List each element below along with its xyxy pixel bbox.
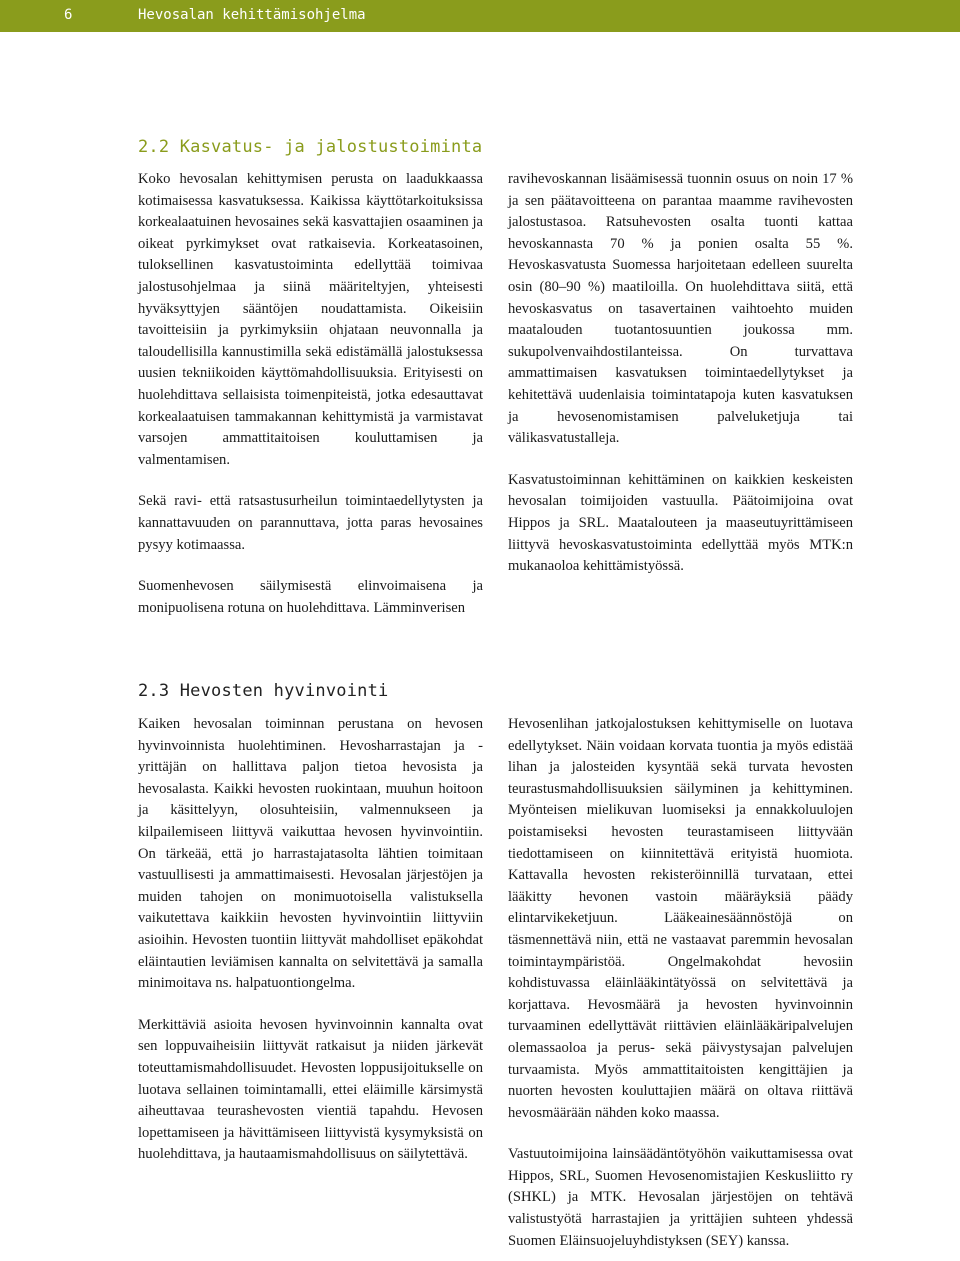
paragraph: Koko hevosalan kehittymisen perusta on laadukkaassa kotimaisessa kasvatuksessa. Kaikissa käyttötarkoituksissa korkealaatuinen hevosaines sekä kasvattajien osaaminen ja oikeat pyrkimykset ovat ratkaisevia. Korkeatasoinen, tuloksellinen kasvatustoiminta edellyttää toimivaa jalostusohjelmaa ja siinä määriteltyjen, yhteisesti hyväksyttyjen sääntöjen noudattamista. Oikeisiin tavoitteisiin ja pyrkimyksiin ohjataan neuvonnalla ja taloudellisilla kannustimilla sekä edistämällä jalostuksessa uusien tekniikoiden käyttömahdollisuuksia. Erityisesti on huolehdittava sellaisista toimenpiteistä, jotka edesauttavat korkealaatuisen tammakannan kehittymistä ja varmistavat varsojen ammattitaitoisen kouluttamisen ja valmentamisen. [138, 171, 483, 468]
section-heading-2-2: 2.2 Kasvatus- ja jalostustoiminta [138, 137, 483, 157]
paragraph: Kasvatustoiminnan kehittäminen on kaikkien keskeisten hevosalan toimijoiden vastuulla. Päätoimijoina ovat Hippos ja SRL. Maatalouteen ja maaseutuyrittämiseen liittyvä hevoskasvatustoiminta edellyttää myös MTK:n mukanaoloa kehittämistyössä. [508, 471, 853, 575]
paragraph: Hevosenlihan jatkojalostuksen kehittymiselle on luotava edellytykset. Näin voidaan korvata tuontia ja myös edistää lihan ja jalosteiden kysyntää sekä turvata hevosten teurastusmahdollisuuksien säilyminen ja kehittyminen. Myönteisen mielikuvan luomiseksi ja ennakkoluulojen poistamiseksi hevosten teurastamiseen liittyvään tiedottamiseen on kiinnitettävä erityistä huomiota. Kattavalla hevosten rekisteröinnillä turvataan, ettei lääkitty hevonen vastoin määräyksiä päädy elintarvikeketjuun. Lääkeainesäännöstöjä on täsmennettävä niin, että ne vastaavat paremmin hevosalan toimintaympäristöä. Ongelmakohdat hevosiin kohdistuvassa eläinlääkintätyössä on selvitettävä ja korjattava. Hevosmäärä ja hevosten hyvinvoinnin turvaaminen edellyttävät riittävien eläinlääkäripalvelujen olemassaoloa ja perus- sekä päivystysajan palvelujen turvaamista. Myös ammattitaitoisten kengittäjien ja nuorten hevosten kouluttajien määrä on oltava riittävä hevosmäärään nähden koko maassa. [508, 716, 853, 1121]
section-2-2-right-column [508, 169, 853, 578]
paragraph: Suomenhevosen säilymisestä elinvoimaisena ja monipuolisena rotuna on huolehdittava. Lämminverisen [138, 578, 483, 616]
page-number: 6 [64, 7, 73, 23]
section-2-3-left-column [138, 714, 483, 1166]
paragraph: Kaiken hevosalan toiminnan perustana on hevosen hyvinvoinnista huolehtiminen. Hevosharrastajan ja -yrittäjän on hallittava paljon tietoa hevosista ja hevosalasta. Kaikki hevosten ruokintaan, muuhun hoitoon ja käsittelyyn, olosuhteisiin, valmennukseen ja kilpailemiseen liittyvä vaikuttaa hevosen hyvinvointiin. On tärkeää, että jo harrastajatasolta lähtien toimitaan vastuullisesti ja ammattimaisesti. Hevosalan järjestöjen ja muiden tahojen on monimuotoisella valistuksella vaikutettava kaikkiin hevosten hyvinvointiin liittyviin asioihin. Hevosten tuontiin liittyvät mahdolliset epäkohdat eläintautien leviämisen kannalta on selvitettävä ja samalla minimoitava ns. halpatuontiongelma. [138, 716, 483, 992]
running-header [0, 0, 960, 32]
paragraph: Sekä ravi- että ratsastusurheilun toimintaedellytysten ja kannattavuuden on parannuttava, jotta paras hevosaines pysyy kotimaassa. [138, 493, 483, 553]
paragraph: Vastuutoimijoina lainsäädäntötyöhön vaikuttamisessa ovat Hippos, SRL, Suomen Hevosenomistajien Keskusliitto ry (SHKL) ja MTK. Hevosalan järjestöjen on tehtävä valistustyötä harrastajien ja yrittäjien suhteen yhdessä Suomen Eläinsuojeluyhdistyksen (SEY) kanssa. [508, 1146, 853, 1249]
running-title: Hevosalan kehittämisohjelma [138, 7, 366, 23]
paragraph: Merkittäviä asioita hevosen hyvinvoinnin kannalta ovat sen loppuvaiheisiin liittyvät ratkaisut ja niiden järkevät toteuttamismahdollisuudet. Hevosten loppusijoitukselle on luotava sellainen toimintamalli, ettei eläimille kärsimystä aiheuttavaa teurashevosten vientiä tapahdu. Hevosen lopettamiseen ja hävittämiseen liittyvistä kysymyksistä on huolehdittava, ja hautaamismahdollisuus on säilytettävä. [138, 1016, 483, 1163]
section-heading-2-3: 2.3 Hevosten hyvinvointi [138, 681, 389, 701]
paragraph: ravihevoskannan lisäämisessä tuonnin osuus on noin 17 % ja sen päätavoitteena on parantaa maamme ravihevosten jalostustasoa. Ratsuhevosten osalta tuonti kattaa hevoskannasta 70 % ja ponien osalta 55 %. Hevoskasvatusta Suomessa harjoitetaan edelleen suurelta osin (80–90 %) maatiloilla. On huolehdittava siitä, että hevoskasvatus on tasavertainen vaihtoehto muiden maatalouden tuotantosuuntien joukossa mm. sukupolvenvaihdostilanteissa. On turvattava ammattimaisen kasvatuksen toimintaedellytykset ja kehitettävä uudenlaisia toimintatapoja kuten kasvatuksen ja hevosenomistamisen palveluketjuja tai välikasvatustalleja. [508, 171, 853, 447]
section-2-3-right-column [508, 714, 853, 1252]
section-2-2-left-column [138, 169, 483, 619]
